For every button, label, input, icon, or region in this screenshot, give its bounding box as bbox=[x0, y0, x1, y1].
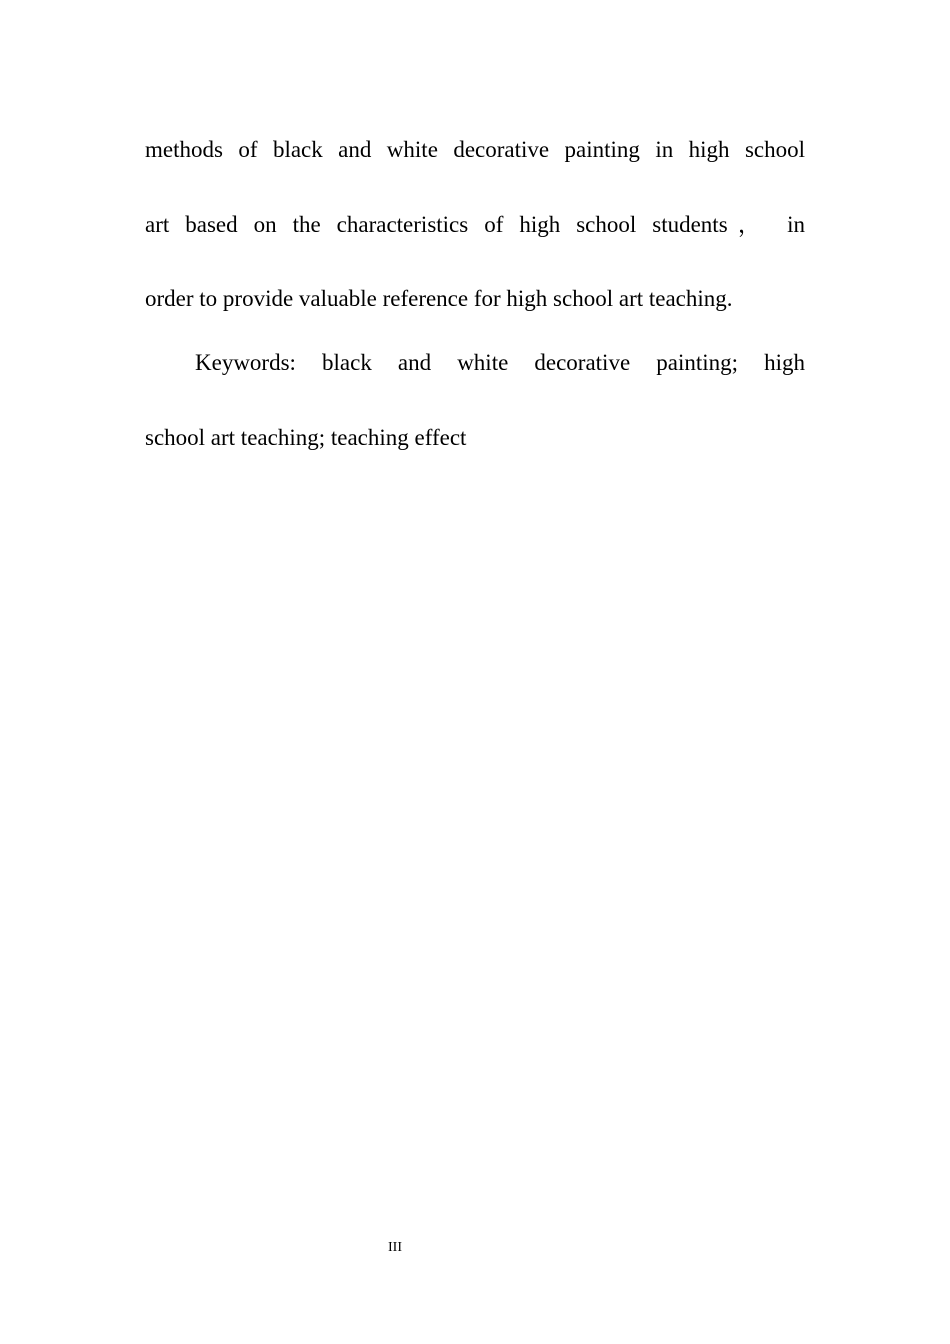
abstract-line-1: methods of black and white decorative painting in high school bbox=[145, 137, 805, 162]
keywords-line-2: school art teaching; teaching effect bbox=[145, 425, 467, 450]
abstract-line-2: art based on the characteristics of high school students， in bbox=[145, 212, 805, 237]
keywords-line-1: Keywords: black and white decorative painting; high bbox=[195, 350, 805, 375]
abstract-line-3: order to provide valuable reference for high school art teaching. bbox=[145, 286, 733, 311]
page-number: III bbox=[388, 1240, 402, 1255]
